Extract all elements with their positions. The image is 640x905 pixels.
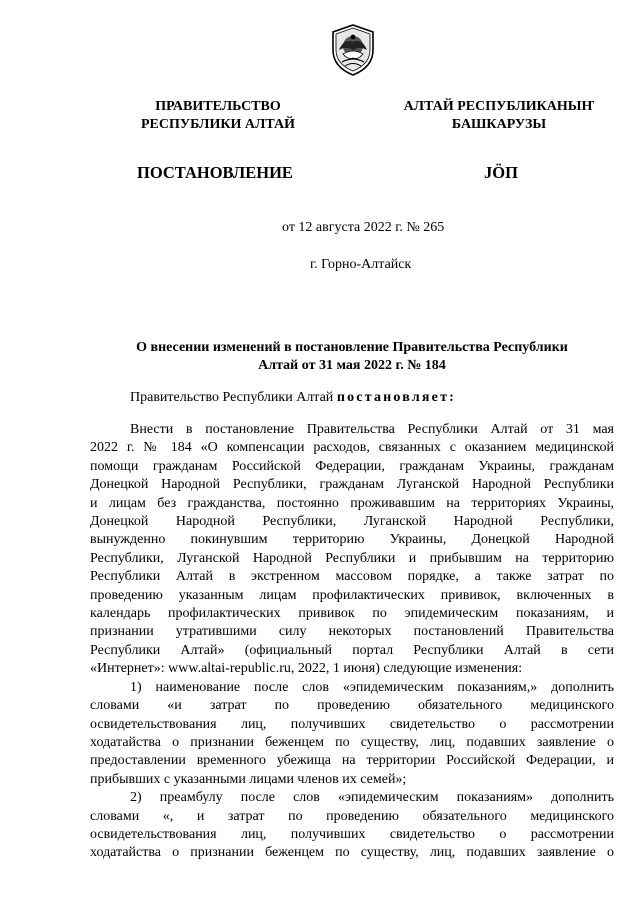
document-title-line2: Алтай от 31 мая 2022 г. № 184 (258, 358, 446, 373)
document-date-number: от 12 августа 2022 г. № 265 (282, 220, 445, 235)
body-line: освидетельствования лиц, получивших свидетельство о рассмотрении (90, 716, 614, 732)
document-city: г. Горно-Алтайск (310, 257, 412, 272)
header-right (392, 98, 606, 134)
body-line: Республики Алтай в экстренном массовом порядке, а также затрат по (90, 569, 614, 585)
header-left-line2: РЕСПУБЛИКИ АЛТАЙ (140, 117, 296, 132)
header-right-line2: БАШКАРУЗЫ (451, 117, 547, 132)
body-line: ходатайства о признании беженцем по существу, лиц, подавших заявление о (90, 845, 614, 861)
body-line: признании утратившими силу некоторых постановлений Правительства (90, 624, 614, 640)
body-line: помощи гражданам Российской Федерации, гражданам Украины, гражданам (90, 458, 614, 474)
doctype-russian: ПОСТАНОВЛЕНИЕ (137, 163, 293, 182)
header-left (118, 98, 318, 134)
document-body (90, 421, 614, 863)
body-line: и лицам без гражданства, постоянно проживавшим на территориях Украины, (90, 495, 614, 511)
paragraph-main (90, 421, 614, 679)
body-line: предоставлении временного убежища на территории Российской Федерации, и (90, 753, 614, 769)
body-line: 2) преамбулу после слов «эпидемическим показаниям» дополнить (130, 790, 614, 806)
paragraph-item-2 (90, 789, 614, 863)
body-line: прибывших с указанными лицами членов их семей»; (90, 771, 407, 787)
document-title (90, 339, 614, 375)
body-line: ходатайства о признании беженцем по существу, лиц, подавших заявление о (90, 734, 614, 750)
republic-altai-emblem-icon (330, 24, 376, 76)
body-line: 2022 г. № 184 «О компенсации расходов, связанных с оказанием медицинской (90, 440, 614, 456)
preamble-verb: постановляет: (336, 390, 457, 405)
body-line: Внести в постановление Правительства Республики Алтай от 31 мая (130, 422, 614, 437)
preamble-line (130, 389, 456, 407)
header-right-line1: АЛТАЙ РЕСПУБЛИКАНЫҤ (403, 99, 595, 114)
body-line: 1) наименование после слов «эпидемическим показаниям,» дополнить (130, 679, 614, 695)
doctype-altai: JÖП (484, 163, 518, 182)
body-line: Донецкой Народной Республики, гражданам Луганской Народной Республики (90, 477, 614, 493)
body-line: словами «, и затрат по проведению обязательного медицинского (90, 808, 614, 824)
body-line: Республики, Луганской Народной Республики и прибывшим на территорию (90, 550, 614, 566)
body-line: вынужденно покинувшим территорию Украины, Донецкой Народной (90, 532, 614, 548)
body-line: календарь профилактических прививок по эпидемическим показаниям, и (90, 606, 614, 622)
document-title-line1: О внесении изменений в постановление Правительства Республики (136, 340, 568, 355)
body-line: проведению указанным лицам профилактических прививок, включенных в (90, 587, 614, 603)
header-left-line1: ПРАВИТЕЛЬСТВО (155, 99, 281, 114)
preamble-subject: Правительство Республики Алтай (130, 390, 337, 405)
body-line: освидетельствования лиц, получивших свидетельство о рассмотрении (90, 826, 614, 842)
paragraph-item-1 (90, 679, 614, 789)
body-line: словами «и затрат по проведению обязательного медицинского (90, 698, 614, 714)
body-line: Донецкой Народной Республики, Луганской Народной Республики, (90, 514, 614, 530)
body-line: Республики Алтай» (официальный портал Республики Алтай в сети (90, 642, 614, 658)
body-line: «Интернет»: www.altai-republic.ru, 2022, 1 июня) следующие изменения: (90, 661, 523, 677)
